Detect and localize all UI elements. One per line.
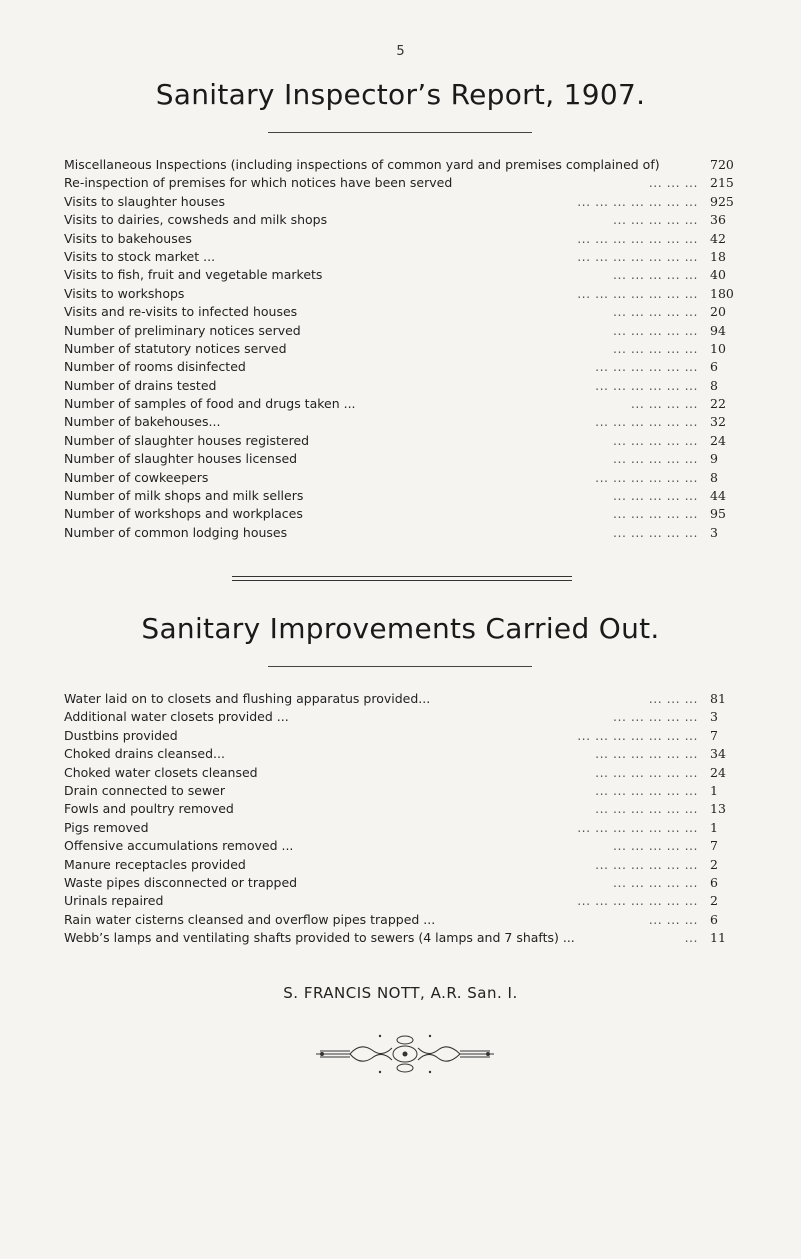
item-value: 7 — [710, 727, 718, 743]
page-number: 5 — [396, 44, 405, 59]
item-label: Number of slaughter houses registered — [64, 432, 310, 448]
list-item — [64, 856, 740, 874]
decorative-ornament-icon — [310, 1030, 500, 1078]
item-label: Number of cowkeepers — [64, 469, 209, 485]
list-item — [64, 487, 740, 505]
title-underline — [268, 132, 532, 133]
leader-dots: ... ... ... ... ... — [613, 709, 698, 725]
list-item — [64, 892, 740, 910]
item-label: Choked water closets cleansed — [64, 764, 258, 780]
item-value: 2 — [710, 856, 718, 872]
leader-dots: ... ... ... ... ... — [613, 340, 698, 356]
item-label: Manure receptacles provided — [64, 856, 246, 872]
improvements-title-underline — [268, 666, 532, 667]
item-value: 42 — [710, 230, 726, 246]
item-value: 18 — [710, 248, 726, 264]
leader-dots: ... ... ... ... ... — [613, 267, 698, 283]
leader-dots: ... ... ... ... ... ... — [595, 377, 698, 393]
item-label: Visits to bakehouses — [64, 230, 192, 246]
list-item — [64, 708, 740, 726]
item-value: 1 — [710, 819, 718, 835]
inspections-list — [64, 156, 740, 542]
item-value: 94 — [710, 322, 726, 338]
leader-dots: ... ... ... ... ... ... ... — [577, 893, 698, 909]
leader-dots: ... ... ... ... ... ... ... — [577, 248, 698, 264]
list-item — [64, 377, 740, 395]
list-item — [64, 745, 740, 763]
item-label: Urinals repaired — [64, 893, 164, 909]
leader-dots: ... ... ... ... ... ... ... — [577, 819, 698, 835]
section-divider — [232, 576, 572, 581]
list-item — [64, 524, 740, 542]
list-item — [64, 193, 740, 211]
list-item — [64, 911, 740, 929]
item-label: Visits to slaughter houses — [64, 193, 225, 209]
list-item — [64, 800, 740, 818]
list-item — [64, 174, 740, 192]
item-label: Visits and re-visits to infected houses — [64, 304, 298, 320]
item-value: 180 — [710, 285, 734, 301]
item-label: Waste pipes disconnected or trapped — [64, 874, 298, 890]
leader-dots: ... ... ... ... ... — [613, 488, 698, 504]
leader-dots: ... ... ... — [648, 691, 698, 706]
list-item — [64, 358, 740, 376]
item-label: Drain connected to sewer — [64, 782, 225, 798]
leader-dots: ... ... ... ... ... ... — [595, 801, 698, 817]
item-label: Miscellaneous Inspections (including inspections of common yard and premises complained of) — [64, 157, 660, 172]
item-label: Dustbins provided — [64, 727, 178, 743]
leader-dots: ... ... ... ... ... — [613, 212, 698, 228]
item-label: Number of bakehouses... — [64, 414, 221, 430]
item-label: Number of rooms disinfected — [64, 359, 246, 375]
leader-dots: ... ... ... ... ... — [613, 838, 698, 854]
item-value: 13 — [710, 801, 726, 817]
leader-dots: ... ... ... ... ... ... — [595, 359, 698, 375]
leader-dots: ... ... ... ... — [630, 396, 698, 412]
item-label: Visits to stock market ... — [64, 248, 216, 264]
leader-dots: ... ... ... ... ... ... — [595, 414, 698, 430]
item-value: 6 — [710, 359, 718, 375]
list-item — [64, 395, 740, 413]
list-item — [64, 874, 740, 892]
leader-dots: ... ... ... ... ... — [613, 432, 698, 448]
item-value: 9 — [710, 451, 718, 467]
list-item — [64, 690, 740, 708]
item-label: Choked drains cleansed... — [64, 746, 225, 762]
item-value: 2 — [710, 893, 718, 909]
item-label: Webb’s lamps and ventilating shafts provided to sewers (4 lamps and 7 shafts) ... — [64, 930, 575, 946]
leader-dots: ... — [684, 930, 698, 946]
item-value: 11 — [710, 930, 726, 946]
list-item — [64, 303, 740, 321]
leader-dots: ... ... ... ... ... — [613, 322, 698, 338]
leader-dots: ... ... ... ... ... ... ... — [577, 727, 698, 743]
item-label: Number of milk shops and milk sellers — [64, 488, 304, 504]
list-item — [64, 819, 740, 837]
item-value: 81 — [710, 691, 726, 706]
leader-dots: ... ... ... — [648, 175, 698, 191]
list-item — [64, 211, 740, 229]
item-value: 44 — [710, 488, 726, 504]
item-label: Pigs removed — [64, 819, 149, 835]
list-item — [64, 413, 740, 431]
item-value: 36 — [710, 212, 726, 228]
item-value: 3 — [710, 524, 718, 540]
item-label: Re-inspection of premises for which notices have been served — [64, 175, 453, 191]
item-value: 40 — [710, 267, 726, 283]
item-value: 8 — [710, 469, 718, 485]
item-label: Additional water closets provided ... — [64, 709, 289, 725]
list-item — [64, 156, 740, 174]
item-value: 32 — [710, 414, 726, 430]
list-item — [64, 764, 740, 782]
list-item — [64, 322, 740, 340]
leader-dots: ... ... ... ... ... — [613, 506, 698, 522]
item-label: Fowls and poultry removed — [64, 801, 234, 817]
item-value: 3 — [710, 709, 718, 725]
item-label: Visits to fish, fruit and vegetable markets — [64, 267, 323, 283]
list-item — [64, 837, 740, 855]
item-label: Visits to workshops — [64, 285, 185, 301]
list-item — [64, 469, 740, 487]
improvements-title: Sanitary Improvements Carried Out. — [141, 612, 660, 645]
item-label: Rain water cisterns cleansed and overflow pipes trapped ... — [64, 911, 436, 927]
item-label: Number of slaughter houses licensed — [64, 451, 298, 467]
item-value: 34 — [710, 746, 726, 762]
item-value: 925 — [710, 193, 734, 209]
item-value: 10 — [710, 340, 726, 356]
leader-dots: ... ... ... ... ... ... — [595, 856, 698, 872]
item-label: Offensive accumulations removed ... — [64, 838, 294, 854]
item-value: 24 — [710, 764, 726, 780]
leader-dots: ... ... ... ... ... ... ... — [577, 230, 698, 246]
item-label: Number of statutory notices served — [64, 340, 287, 356]
item-value: 95 — [710, 506, 726, 522]
leader-dots: ... ... ... ... ... — [613, 304, 698, 320]
item-value: 7 — [710, 838, 718, 854]
list-item — [64, 432, 740, 450]
improvements-list — [64, 690, 740, 947]
item-value: 22 — [710, 396, 726, 412]
item-label: Number of workshops and workplaces — [64, 506, 303, 522]
leader-dots: ... ... ... ... ... ... — [595, 469, 698, 485]
item-value: 8 — [710, 377, 718, 393]
leader-dots: ... ... ... ... ... ... ... — [577, 193, 698, 209]
leader-dots: ... ... ... ... ... — [613, 451, 698, 467]
list-item — [64, 340, 740, 358]
item-label: Number of samples of food and drugs taken ... — [64, 396, 356, 412]
leader-dots: ... ... ... ... ... — [613, 874, 698, 890]
leader-dots: ... ... ... ... ... — [613, 524, 698, 540]
list-item — [64, 505, 740, 523]
item-value: 20 — [710, 304, 726, 320]
item-label: Number of drains tested — [64, 377, 217, 393]
list-item — [64, 727, 740, 745]
item-value: 6 — [710, 874, 718, 890]
item-label: Number of preliminary notices served — [64, 322, 301, 338]
leader-dots: ... ... ... ... ... ... — [595, 764, 698, 780]
item-value: 6 — [710, 911, 718, 927]
report-title: Sanitary Inspector’s Report, 1907. — [155, 78, 646, 111]
item-label: Number of common lodging houses — [64, 524, 288, 540]
leader-dots: ... ... ... ... ... ... — [595, 746, 698, 762]
list-item — [64, 929, 740, 947]
item-value: 1 — [710, 782, 718, 798]
leader-dots: ... ... ... — [648, 911, 698, 927]
item-label: Water laid on to closets and flushing apparatus provided... — [64, 691, 431, 706]
item-label: Visits to dairies, cowsheds and milk shops — [64, 212, 328, 228]
list-item — [64, 450, 740, 468]
list-item — [64, 248, 740, 266]
item-value: 215 — [710, 175, 734, 191]
list-item — [64, 266, 740, 284]
leader-dots: ... ... ... ... ... ... — [595, 782, 698, 798]
list-item — [64, 230, 740, 248]
list-item — [64, 285, 740, 303]
signature: S. FRANCIS NOTT, A.R. San. I. — [283, 984, 518, 1002]
item-value: 24 — [710, 432, 726, 448]
list-item — [64, 782, 740, 800]
leader-dots: ... ... ... ... ... ... ... — [577, 285, 698, 301]
item-value: 720 — [710, 157, 734, 172]
